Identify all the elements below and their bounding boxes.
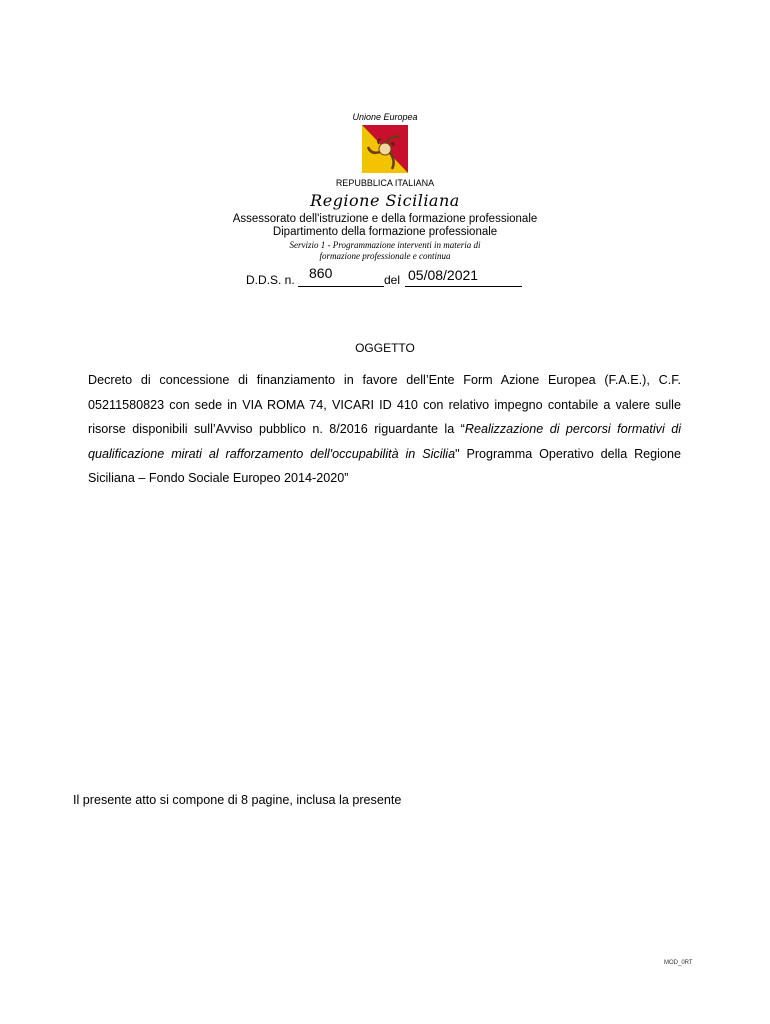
subject-heading: OGGETTO	[355, 341, 415, 355]
subject-text	[88, 368, 681, 491]
subject-text-italic: Realizzazione di percorsi formativi di qualificazione mirati al rafforzamento dell'occupabilità in Sicilia	[88, 422, 681, 461]
form-code: MOD_0RT	[664, 960, 693, 966]
assessorato-label: Assessorato dell'istruzione e della formazione professionale	[232, 213, 538, 225]
regione-siciliana-title: Regione Siciliana	[310, 191, 460, 210]
eu-label: Unione Europea	[352, 112, 418, 122]
servizio-label	[0, 240, 770, 262]
subject-text-part-1: Decreto di concessione di finanziamento in favore dell’Ente Form Azione Europea (F.A.E.), C.F. 05211580823 con sede in VIA ROMA 74, VICARI ID 410 con relativo impegno contabile a valere sulle risorse disponibili sull’Avviso pubblico n. 8/2016 riguardante la “	[88, 373, 681, 437]
servizio-line-2: formazione professionale e continua	[319, 251, 451, 261]
del-label: del	[384, 273, 401, 287]
date-underline	[405, 286, 522, 287]
dds-label: D.D.S. n.	[246, 273, 295, 287]
dds-number: 860	[309, 265, 333, 281]
subject-text-part-2: " Programma Operativo della Regione Siciliana – Fondo Sociale Europeo 2014-2020”	[88, 446, 681, 486]
dipartimento-label: Dipartimento della formazione professionale	[272, 226, 498, 238]
dds-number-underline	[298, 286, 384, 287]
servizio-line-1: Servizio 1 - Programmazione interventi in materia di	[289, 240, 481, 250]
decree-date: 05/08/2021	[408, 267, 479, 283]
trinacria-emblem-icon	[362, 125, 408, 173]
repubblica-label: REPUBBLICA ITALIANA	[335, 178, 435, 188]
page-count-note: Il presente atto si compone di 8 pagine, inclusa la presente	[73, 793, 402, 807]
